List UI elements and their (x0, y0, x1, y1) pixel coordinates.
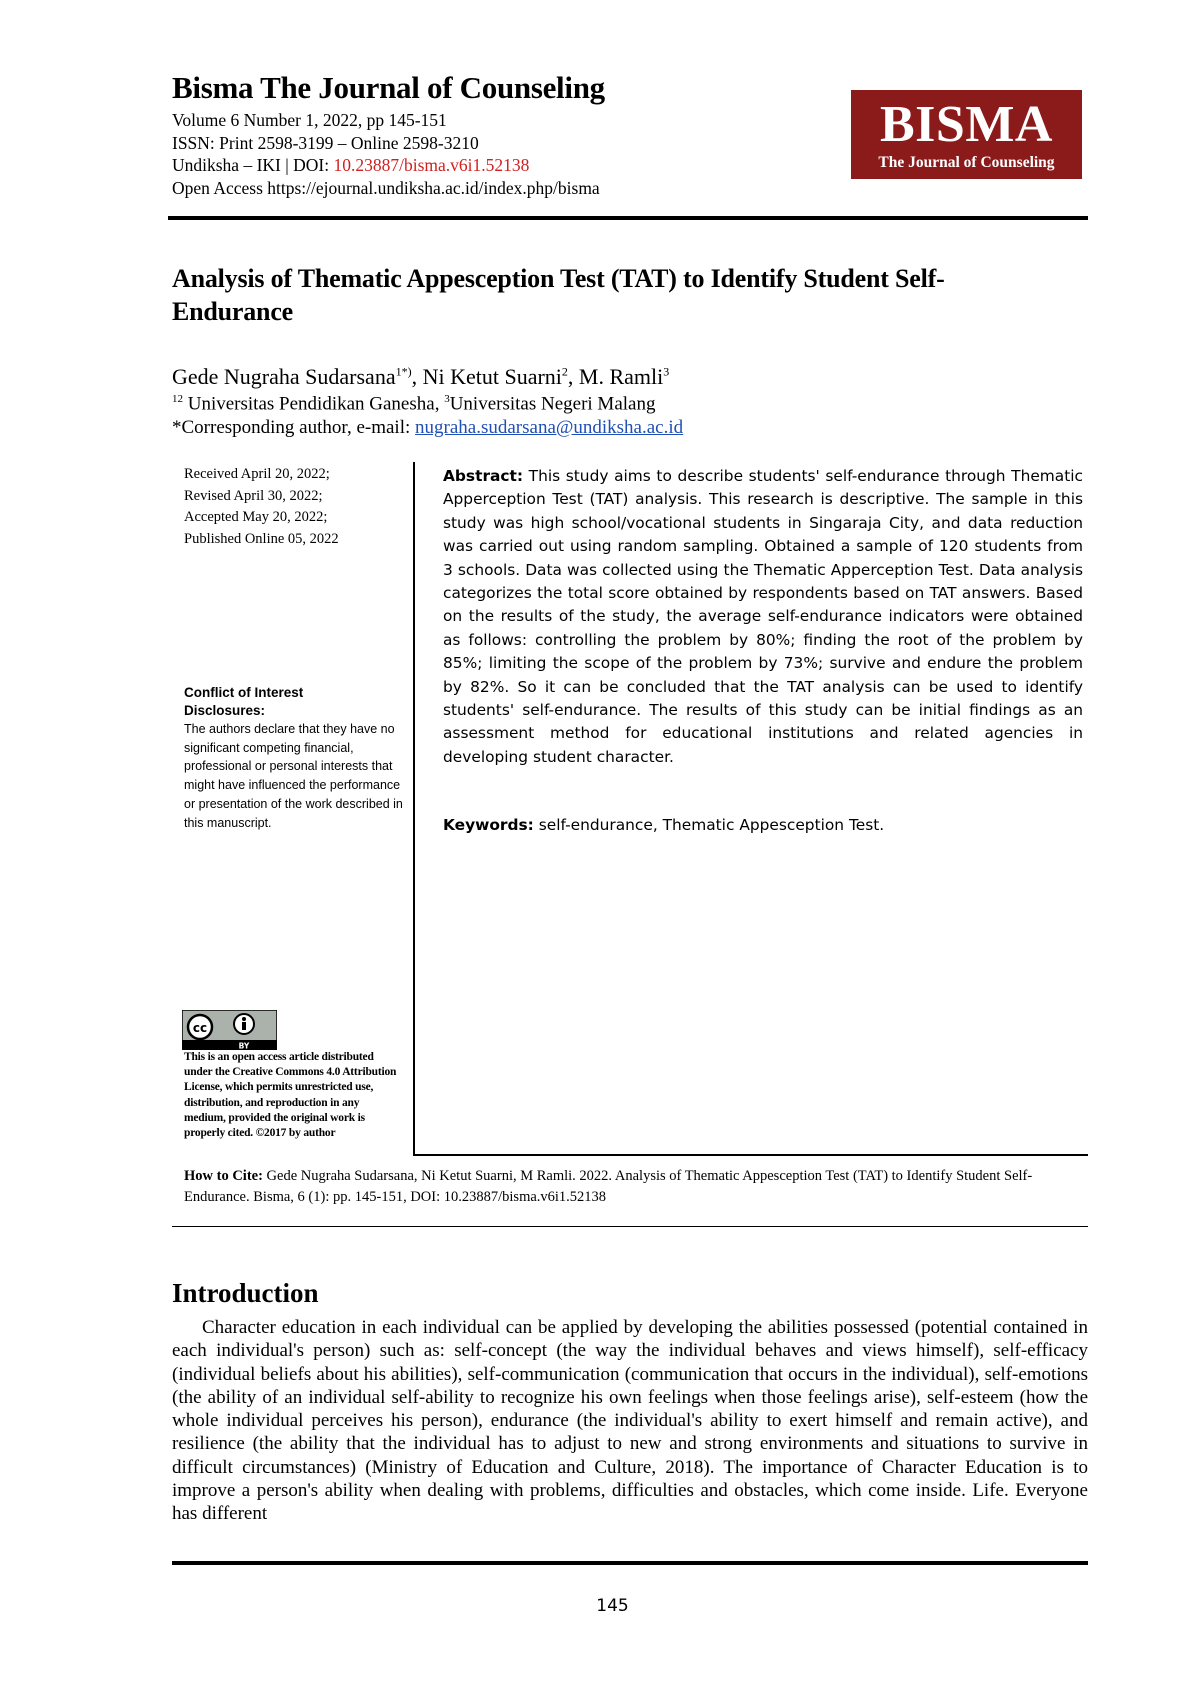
cc-by-license-icon (182, 1010, 277, 1050)
keywords (443, 816, 1083, 834)
author-list: Gede Nugraha Sudarsana$^{1*)}$, Ni Ketut Suarni$^2$, M. Ramli$^3$ (172, 364, 670, 389)
date-published: Published Online 05, 2022 (184, 530, 339, 547)
affil-1: Universitas Pendidikan Ganesha, (183, 393, 445, 415)
abstract-label: Abstract: (443, 467, 524, 485)
abstract-text: This study aims to describe students' self-endurance through Thematic Apperception Test (TAT) analysis. This research is descriptive. The sample in this study was high school/vocational students in Singaraja City, and data reduction was carried out using random sampling. Obtained a sample of 120 students from 3 schools. Data was collected using the Thematic Apperception Test. Data analysis categorizes the total score obtained by respondents based on TAT answers. Based on the results of the study, the average self-endurance indicators were obtained as follows: controlling the problem by 80%; finding the root of the problem by 85%; limiting the scope of the problem by 73%; survive and endure the problem by 82%. So it can be concluded that the TAT analysis can be used to identify students' self-endurance. The results of this study can be initial findings as an assessment method for educational institutions and related agencies in developing student character. (443, 467, 1083, 766)
keywords-text: self-endurance, Thematic Appesception Test. (533, 816, 885, 834)
abstract-bottom-rule (415, 1154, 1088, 1156)
page-number: 145 (596, 1596, 629, 1616)
author-name: M. Ramli (578, 364, 664, 389)
doi-link[interactable]: 10.23887/bisma.v6i1.52138 (333, 155, 530, 175)
affil-mark: 12 (172, 393, 183, 405)
citation-divider (172, 1226, 1088, 1227)
logo-sub-text: The Journal of Counseling (878, 154, 1055, 171)
cc-badge-label: BY (238, 1041, 250, 1050)
author-name: Ni Ketut Suarni (422, 364, 562, 389)
author-affil-mark: 2 (561, 364, 568, 379)
logo-main-text: BISMA (880, 96, 1053, 153)
author-affil-mark: 3 (663, 364, 670, 379)
issn-line: ISSN: Print 2598-3199 – Online 2598-3210 (172, 132, 479, 153)
license-text: This is an open access article distributed under the Creative Commons 4.0 Attribution License, which permits unrestricted use, distribution, and reproduction in any medium, provided the original work is properly cited. ©2017 by author (184, 1051, 397, 1140)
author-name: Gede Nugraha Sudarsana (172, 364, 396, 389)
coi-title: Conflict of Interest Disclosures: (184, 685, 304, 718)
corresponding-author (172, 417, 683, 439)
cite-label: How to Cite: (184, 1168, 263, 1184)
affil-mark: 3 (444, 393, 450, 405)
how-to-cite (184, 1166, 1064, 1208)
header-divider (168, 216, 1088, 220)
abstract (443, 465, 1083, 769)
corresp-label: *Corresponding author, e-mail: (172, 417, 416, 438)
journal-title: Bisma The Journal of Counseling (172, 70, 605, 105)
introduction-paragraph: Character education in each individual can be applied by developing the abilities possessed (potential contained in each individual's person) such as: self-concept (the way the individual behaves and views himself), self-efficacy (individual beliefs about his abilities), self-communication (communication that occurs in the individual), self-emotions (the ability of an individual self-ability to recognize his own feelings when those feelings arise), self-esteem (how the whole individual perceives his person), endurance (the individual's ability to exert himself and remain active), and resilience (the ability that the individual has to adjust to new and strong environments and situations to survive in difficult circumstances) (Ministry of Education and Culture, 2018). The importance of Character Education is to improve a person's ability when dealing with problems, difficulties and obstacles, which come inside. Life. Everyone has different (172, 1317, 1088, 1525)
column-divider (413, 462, 415, 1156)
keywords-label: Keywords: (443, 816, 534, 834)
journal-meta (172, 109, 600, 199)
affil-2: Universitas Negeri Malang (449, 393, 656, 415)
bisma-logo (851, 90, 1082, 179)
date-accepted: Accepted May 20, 2022; (184, 509, 328, 525)
article-title: Analysis of Thematic Appesception Test (TAT) to Identify Student Self-Endurance (172, 264, 945, 326)
affiliations (172, 393, 655, 415)
volume-line: Volume 6 Number 1, 2022, pp 145-151 (172, 110, 447, 130)
date-revised: Revised April 30, 2022; (184, 487, 323, 504)
section-heading-introduction: Introduction (172, 1278, 319, 1308)
author-affil-mark: 1*) (395, 364, 412, 379)
doi-prefix: Undiksha – IKI | DOI: (172, 155, 334, 175)
coi-text: The authors declare that they have no significant competing financial, professional or personal interests that might have influenced the performance or presentation of the work described in this manuscript. (184, 722, 403, 830)
open-access-line[interactable]: Open Access https://ejournal.undiksha.ac.id/index.php/bisma (172, 177, 600, 198)
cite-text: Gede Nugraha Sudarsana, Ni Ketut Suarni, M Ramli. 2022. Analysis of Thematic Appesception Test (TAT) to Identify Student Self-Endurance. Bisma, 6 (1): pp. 145-151, DOI: 10.23887/bisma.v6i1.52138 (184, 1168, 1033, 1205)
article-dates (184, 464, 339, 550)
footer-divider (172, 1561, 1088, 1565)
svg-text:cc: cc (192, 1021, 208, 1035)
date-received: Received April 20, 2022; (184, 466, 330, 482)
doi-line (172, 154, 600, 177)
corresp-email-link[interactable]: nugraha.sudarsana@undiksha.ac.id (415, 417, 684, 438)
